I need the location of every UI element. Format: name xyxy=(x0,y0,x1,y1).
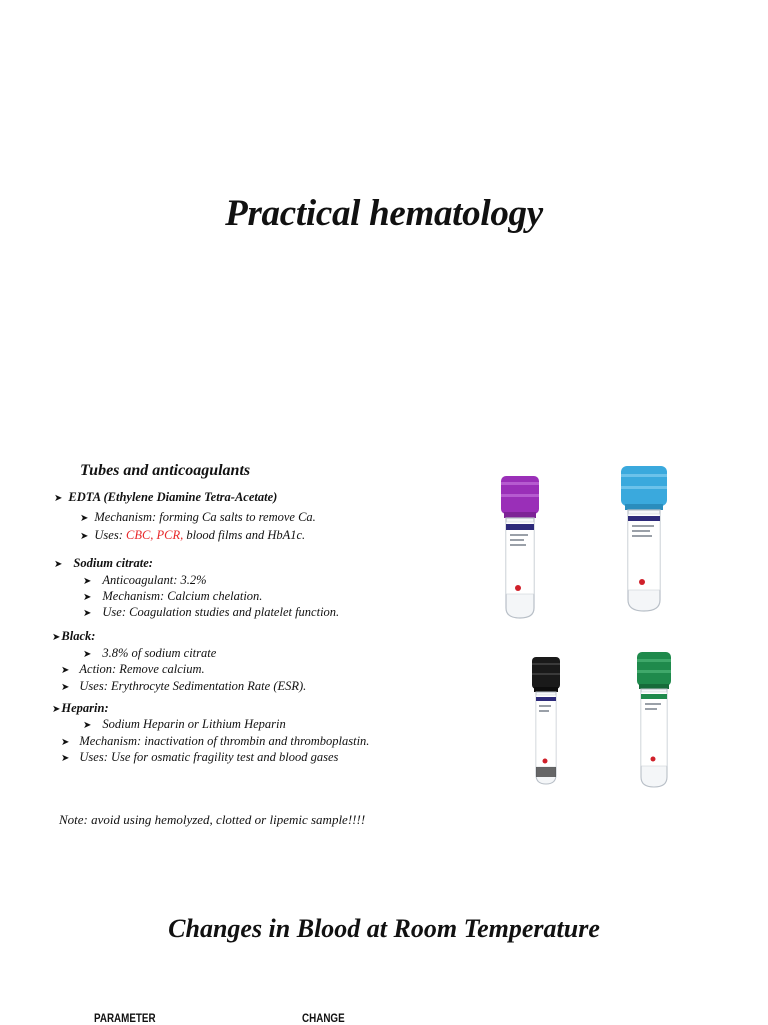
arrow-bullet-icon: ➤ xyxy=(52,632,61,643)
black-uses-text: Uses: Erythrocyte Sedimentation Rate (ESR). xyxy=(79,679,307,693)
section-subtitle: Changes in Blood at Room Temperature xyxy=(168,914,600,943)
arrow-bullet-icon: ➤ xyxy=(61,665,70,676)
heparin-uses-text: Uses: Use for osmatic fragility test and blood gases xyxy=(79,750,339,764)
edta-heading xyxy=(54,490,277,505)
heparin-heading-text: Heparin: xyxy=(61,701,109,715)
citrate-mechanism xyxy=(83,589,262,604)
arrow-bullet-icon: ➤ xyxy=(83,608,92,619)
edta-heading-text: EDTA (Ethylene Diamine Tetra-Acetate) xyxy=(68,490,278,504)
edta-uses xyxy=(80,528,305,543)
edta-uses-suffix: blood films and HbA1c. xyxy=(183,528,306,542)
citrate-mechanism-text: Mechanism: Calcium chelation. xyxy=(102,589,263,603)
arrow-bullet-icon: ➤ xyxy=(54,559,63,570)
citrate-use xyxy=(83,605,339,620)
arrow-bullet-icon: ➤ xyxy=(83,576,92,587)
black-cap-tube xyxy=(528,655,564,787)
black-uses xyxy=(61,679,306,694)
black-heading xyxy=(52,629,95,644)
purple-cap-tube xyxy=(496,474,544,622)
arrow-bullet-icon: ➤ xyxy=(83,649,92,660)
black-concentration xyxy=(83,646,216,661)
edta-mechanism xyxy=(80,510,316,525)
page-title: Practical hematology xyxy=(225,193,543,234)
arrow-bullet-icon: ➤ xyxy=(52,704,61,715)
heparin-type-text: Sodium Heparin or Lithium Heparin xyxy=(102,717,286,731)
arrow-bullet-icon: ➤ xyxy=(61,737,70,748)
arrow-bullet-icon: ➤ xyxy=(54,493,63,504)
heparin-type xyxy=(83,717,286,732)
arrow-bullet-icon: ➤ xyxy=(61,753,70,764)
arrow-bullet-icon: ➤ xyxy=(83,592,92,603)
heparin-mechanism-text: Mechanism: inactivation of thrombin and thromboplastin. xyxy=(79,734,370,748)
arrow-bullet-icon: ➤ xyxy=(80,513,89,524)
edta-uses-prefix: Uses: xyxy=(94,528,126,542)
black-concentration-text: 3.8% of sodium citrate xyxy=(102,646,217,660)
arrow-bullet-icon: ➤ xyxy=(61,682,70,693)
section-heading-tubes: Tubes and anticoagulants xyxy=(80,462,251,479)
arrow-bullet-icon: ➤ xyxy=(80,531,89,542)
table-header-parameter: PARAMETER xyxy=(94,1011,156,1025)
green-cap-tube xyxy=(632,650,676,790)
black-heading-text: Black: xyxy=(61,629,96,643)
edta-uses-highlight: CBC, PCR, xyxy=(125,528,184,542)
citrate-anticoagulant-text: Anticoagulant: 3.2% xyxy=(102,573,207,587)
edta-mechanism-text: Mechanism: forming Ca salts to remove Ca. xyxy=(94,510,316,524)
citrate-heading xyxy=(54,556,153,571)
black-action-text: Action: Remove calcium. xyxy=(79,662,205,676)
note-text: Note: avoid using hemolyzed, clotted or lipemic sample!!!! xyxy=(59,812,366,827)
heparin-mechanism xyxy=(61,734,369,749)
arrow-bullet-icon: ➤ xyxy=(83,720,92,731)
citrate-heading-text: Sodium citrate: xyxy=(73,556,153,570)
table-header-change: CHANGE xyxy=(302,1011,345,1025)
black-action xyxy=(61,662,205,677)
light-blue-cap-tube xyxy=(617,464,671,614)
citrate-anticoagulant xyxy=(83,573,207,588)
citrate-use-text: Use: Coagulation studies and platelet function. xyxy=(102,605,340,619)
heparin-uses xyxy=(61,750,338,765)
heparin-heading xyxy=(52,701,109,716)
